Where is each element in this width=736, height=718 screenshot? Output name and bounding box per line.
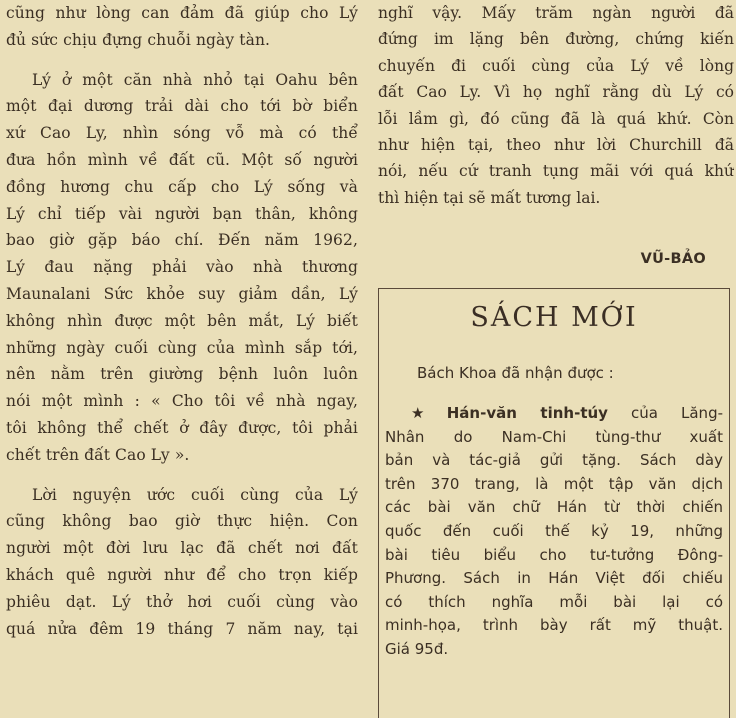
text-line: Phương. Sách in Hán Việt đối chiếu (385, 569, 723, 588)
text-line: như hiện tại, theo như lời Churchill đã (378, 136, 734, 155)
text-line: chuyến đi cuối cùng của Lý về lòng (378, 56, 734, 75)
text-line: đưa hồn mình về đất cũ. Một số người (6, 150, 358, 169)
closing-paragraph (378, 0, 734, 211)
text-line: những ngày cuối cùng của mình sắp tới, (6, 338, 358, 357)
text-line: cũng không bao giờ thực hiện. Con (6, 512, 358, 531)
text-line: quốc đến cuối thế kỷ 19, những (385, 521, 723, 540)
text-line: Lời nguyện ước cuối cùng của Lý (32, 485, 358, 504)
text-line: bài tiêu biểu cho tư-tưởng Đông- (385, 545, 723, 564)
book-text: của Lăng- (607, 404, 723, 422)
text-line: nói, nếu cứ tranh tụng mãi với quá khứ (378, 162, 734, 181)
text-line: nói một mình : « Cho tôi về nhà ngay, (6, 392, 358, 411)
received-line: Bách Khoa đã nhận được : (417, 364, 614, 382)
book-entry-first-line (385, 402, 723, 426)
text-line: lỗi lầm gì, đó cũng đã là quá khứ. Còn (378, 109, 734, 128)
text-line: thì hiện tại sẽ mất tương lai. (378, 188, 601, 207)
text-line: đất Cao Ly. Vì họ nghĩ rằng dù Lý có (378, 83, 734, 102)
text-line: Lý chỉ tiếp vài người bạn thân, không (6, 204, 358, 223)
text-line: đồng hương chu cấp cho Lý sống và (6, 177, 358, 196)
text-line: trên 370 trang, là một tập văn dịch (385, 474, 723, 493)
author-signature: VŨ-BẢO (640, 251, 706, 267)
text-line: chết trên đất Cao Ly ». (6, 445, 190, 464)
text-line: không nhìn được một bên mắt, Lý biết (6, 311, 358, 330)
text-line: Maunalani Sức khỏe suy giảm dần, Lý (6, 284, 358, 303)
text-line: bản và tác-giả gửi tặng. Sách dày (385, 451, 723, 470)
book-entry (385, 402, 723, 662)
text-line: các bài văn chữ Hán từ thời chiến (385, 498, 723, 517)
text-line: Lý ở một căn nhà nhỏ tại Oahu bên (32, 70, 358, 89)
text-line: xứ Cao Ly, nhìn sóng vỗ mà có thể (6, 124, 358, 143)
book-title: Hán-văn tinh-túy (446, 404, 608, 422)
text-line: người một đời lưu lạc đã chết nơi đất (6, 539, 358, 558)
new-books-box (378, 288, 730, 718)
text-line: tôi không thể chết ở đây được, tôi phải (6, 418, 358, 437)
text-line: đủ sức chịu đựng chuỗi ngày tàn. (6, 30, 271, 49)
text-line: phiêu dạt. Lý thở hơi cuối cùng vào (6, 592, 358, 611)
left-column (6, 0, 358, 642)
text-line: nghĩ vậy. Mấy trăm ngàn người đã (378, 4, 734, 22)
text-line: đứng im lặng bên đường, chứng kiến (378, 30, 734, 49)
paragraph-3 (6, 482, 358, 643)
text-line: có thích nghĩa mỗi bài lại có (385, 592, 723, 611)
new-books-heading: SÁCH MỚI (470, 302, 638, 333)
text-line: một đại dương trải dài cho tới bờ biển (6, 97, 358, 116)
text-line: quá nửa đêm 19 tháng 7 năm nay, tại (6, 619, 358, 638)
text-line: Giá 95đ. (385, 639, 449, 658)
text-line: bao giờ gặp báo chí. Đến năm 1962, (6, 231, 358, 250)
text-line: Lý đau nặng phải vào nhà thương (6, 258, 358, 277)
right-column (378, 0, 734, 658)
text-line: khách quê người như để cho trọn kiếp (6, 565, 358, 584)
star-icon: ★ (411, 404, 443, 422)
text-line: minh-họa, trình bày rất mỹ thuật. (385, 616, 723, 635)
paragraph-1 (6, 0, 358, 54)
text-line: cũng như lòng can đảm đã giúp cho Lý (6, 4, 358, 22)
text-line: Nhân do Nam-Chi tùng-thư xuất (385, 427, 723, 446)
paragraph-2 (6, 67, 358, 469)
text-line: nên nằm trên giường bệnh luôn luôn (6, 365, 358, 384)
